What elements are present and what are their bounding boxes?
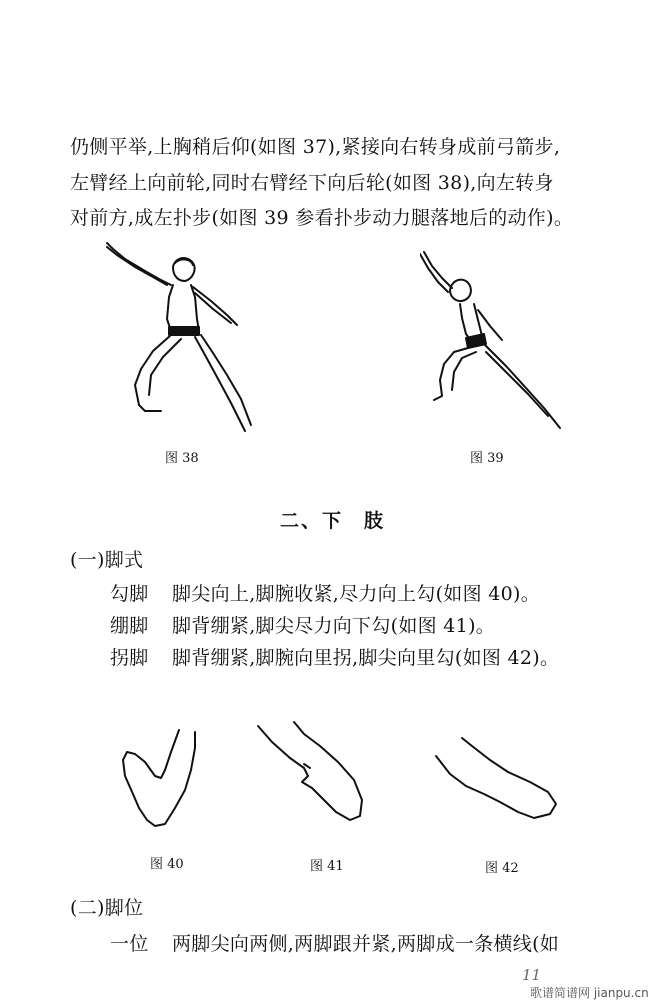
foot-shape-item [110, 643, 559, 670]
caption-figure-41: 图 41 [310, 859, 344, 874]
paragraph-line-2: 左臂经上向前轮,同时右臂经下向后轮(如图 38),向左转身 [70, 172, 554, 194]
foot-shape-item [110, 611, 495, 638]
foot-position-item [110, 929, 559, 956]
figure-42-sickled-foot-illustration [430, 730, 565, 830]
section-heading: 二、下 肢 [280, 510, 386, 532]
foot-shape-item [110, 579, 540, 606]
figure-40-flexed-foot-illustration [115, 720, 210, 835]
caption-figure-39: 图 39 [470, 451, 504, 466]
caption-figure-42: 图 42 [485, 861, 519, 876]
item-text: 脚背绷紧,脚尖尽力向下勾(如图 41)。 [172, 615, 496, 637]
item-term: 勾脚 [110, 583, 149, 605]
item-term: 一位 [110, 933, 149, 955]
figure-41-pointed-foot-illustration [250, 712, 370, 832]
item-text: 脚背绷紧,脚腕向里拐,脚尖向里勾(如图 42)。 [172, 647, 560, 669]
figure-38-dancer-illustration [95, 235, 270, 445]
item-term: 拐脚 [110, 647, 149, 669]
paragraph-line-1: 仍侧平举,上胸稍后仰(如图 37),紧接向右转身成前弓箭步, [70, 136, 561, 158]
caption-figure-40: 图 40 [150, 857, 184, 872]
item-text: 脚尖向上,脚腕收紧,尽力向上勾(如图 40)。 [172, 583, 541, 605]
item-text: 两脚尖向两侧,两脚跟并紧,两脚成一条横线(如 [172, 933, 560, 955]
item-term: 绷脚 [110, 615, 149, 637]
watermark: 歌谱简谱网 jianpu.cn [530, 986, 649, 1000]
subsection-title-foot-positions: (二)脚位 [70, 897, 144, 919]
subsection-title-foot-shapes: (一)脚式 [70, 549, 144, 571]
page-number: 11 [522, 966, 542, 984]
paragraph-line-3: 对前方,成左扑步(如图 39 参看扑步动力腿落地后的动作)。 [70, 207, 574, 229]
caption-figure-38: 图 38 [165, 451, 199, 466]
figure-39-dancer-illustration [420, 248, 590, 443]
